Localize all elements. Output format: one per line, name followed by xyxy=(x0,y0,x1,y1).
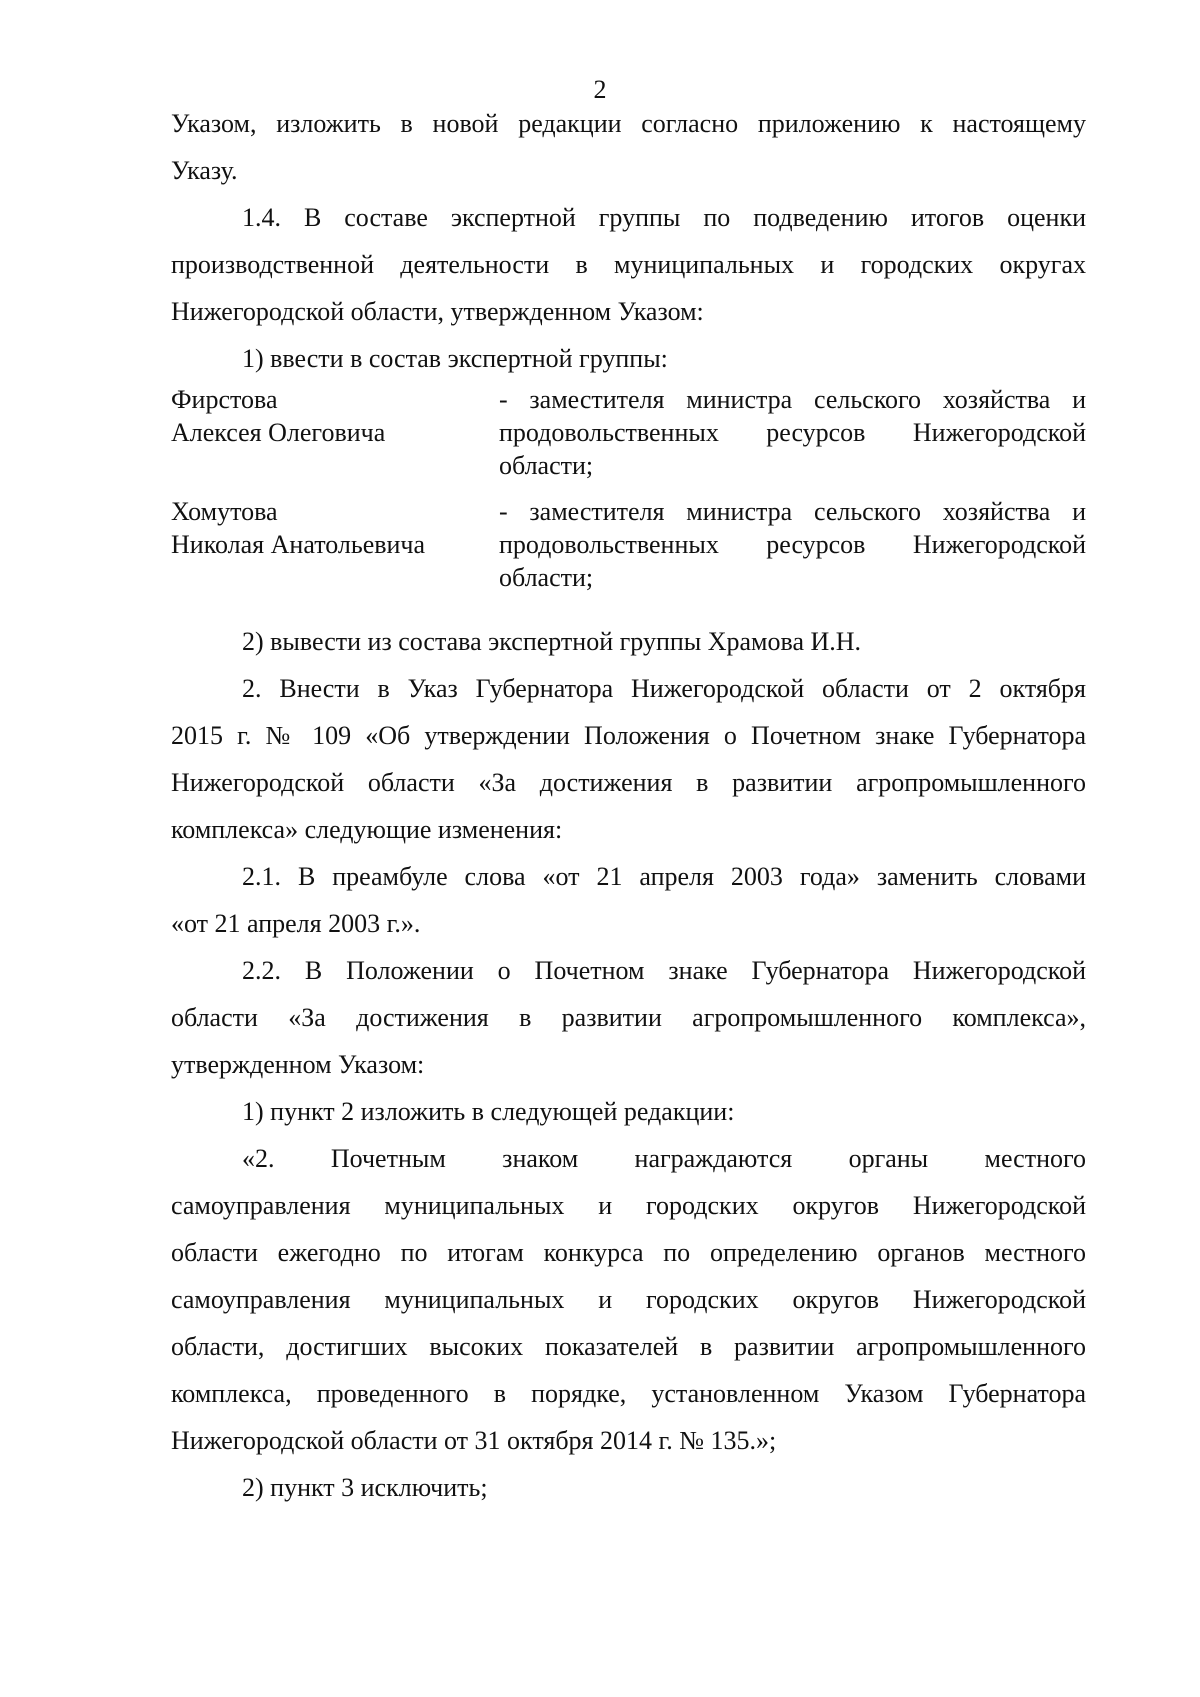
paragraph-line: 1) ввести в состав экспертной группы: xyxy=(242,344,668,373)
member-position-line: области; xyxy=(499,563,594,592)
paragraph-line: комплекса, проведенного в порядке, установленном Указом Губернатора xyxy=(171,1379,1086,1408)
paragraph-line: самоуправления муниципальных и городских округов Нижегородской xyxy=(171,1191,1086,1220)
paragraph-line: «2. Почетным знаком награждаются органы местного xyxy=(242,1144,1086,1173)
paragraph-line: Указу. xyxy=(171,156,238,185)
paragraph-line: комплекса» следующие изменения: xyxy=(171,815,563,844)
paragraph-line: Нижегородской области «За достижения в развитии агропромышленного xyxy=(171,768,1086,797)
paragraph-line: области «За достижения в развитии агропромышленного комплекса», xyxy=(171,1003,1086,1032)
paragraph-line: 2) пункт 3 исключить; xyxy=(242,1473,488,1502)
page-number: 2 xyxy=(593,75,607,104)
paragraph-line: области ежегодно по итогам конкурса по определению органов местного xyxy=(171,1238,1086,1267)
paragraph-line: производственной деятельности в муниципальных и городских округах xyxy=(171,250,1086,279)
paragraph-line: самоуправления муниципальных и городских округов Нижегородской xyxy=(171,1285,1086,1314)
paragraph-line: 2015 г. № 109 «Об утверждении Положения о Почетном знаке Губернатора xyxy=(171,721,1086,750)
member-surname: Фирстова xyxy=(171,385,278,414)
member-given-names: Алексея Олеговича xyxy=(171,418,386,447)
member-position-line: продовольственных ресурсов Нижегородской xyxy=(499,418,1086,447)
member-surname: Хомутова xyxy=(171,497,278,526)
paragraph-line: 1.4. В составе экспертной группы по подведению итогов оценки xyxy=(242,203,1086,232)
member-position-line: области; xyxy=(499,451,594,480)
paragraph-line: 2.2. В Положении о Почетном знаке Губернатора Нижегородской xyxy=(242,956,1086,985)
member-position-line: продовольственных ресурсов Нижегородской xyxy=(499,530,1086,559)
member-position xyxy=(499,495,1086,594)
member-position-line: - заместителя министра сельского хозяйства и xyxy=(499,385,1086,414)
member-position-line: - заместителя министра сельского хозяйства и xyxy=(499,497,1086,526)
paragraph-line: «от 21 апреля 2003 г.». xyxy=(171,909,421,938)
paragraph-line: Указом, изложить в новой редакции согласно приложению к настоящему xyxy=(171,109,1086,138)
member-position xyxy=(499,383,1086,482)
paragraph-line: области, достигших высоких показателей в развитии агропромышленного xyxy=(171,1332,1086,1361)
paragraph-line: 1) пункт 2 изложить в следующей редакции: xyxy=(242,1097,735,1126)
paragraph-line: 2. Внести в Указ Губернатора Нижегородской области от 2 октября xyxy=(242,674,1086,703)
member-given-names: Николая Анатольевича xyxy=(171,530,426,559)
paragraph-line: 2.1. В преамбуле слова «от 21 апреля 2003 года» заменить словами xyxy=(242,862,1086,891)
paragraph-line: утвержденном Указом: xyxy=(171,1050,425,1079)
paragraph-line: Нижегородской области, утвержденном Указом: xyxy=(171,297,704,326)
paragraph-line: Нижегородской области от 31 октября 2014 г. № 135.»; xyxy=(171,1426,777,1455)
paragraph-line: 2) вывести из состава экспертной группы Храмова И.Н. xyxy=(242,627,862,656)
